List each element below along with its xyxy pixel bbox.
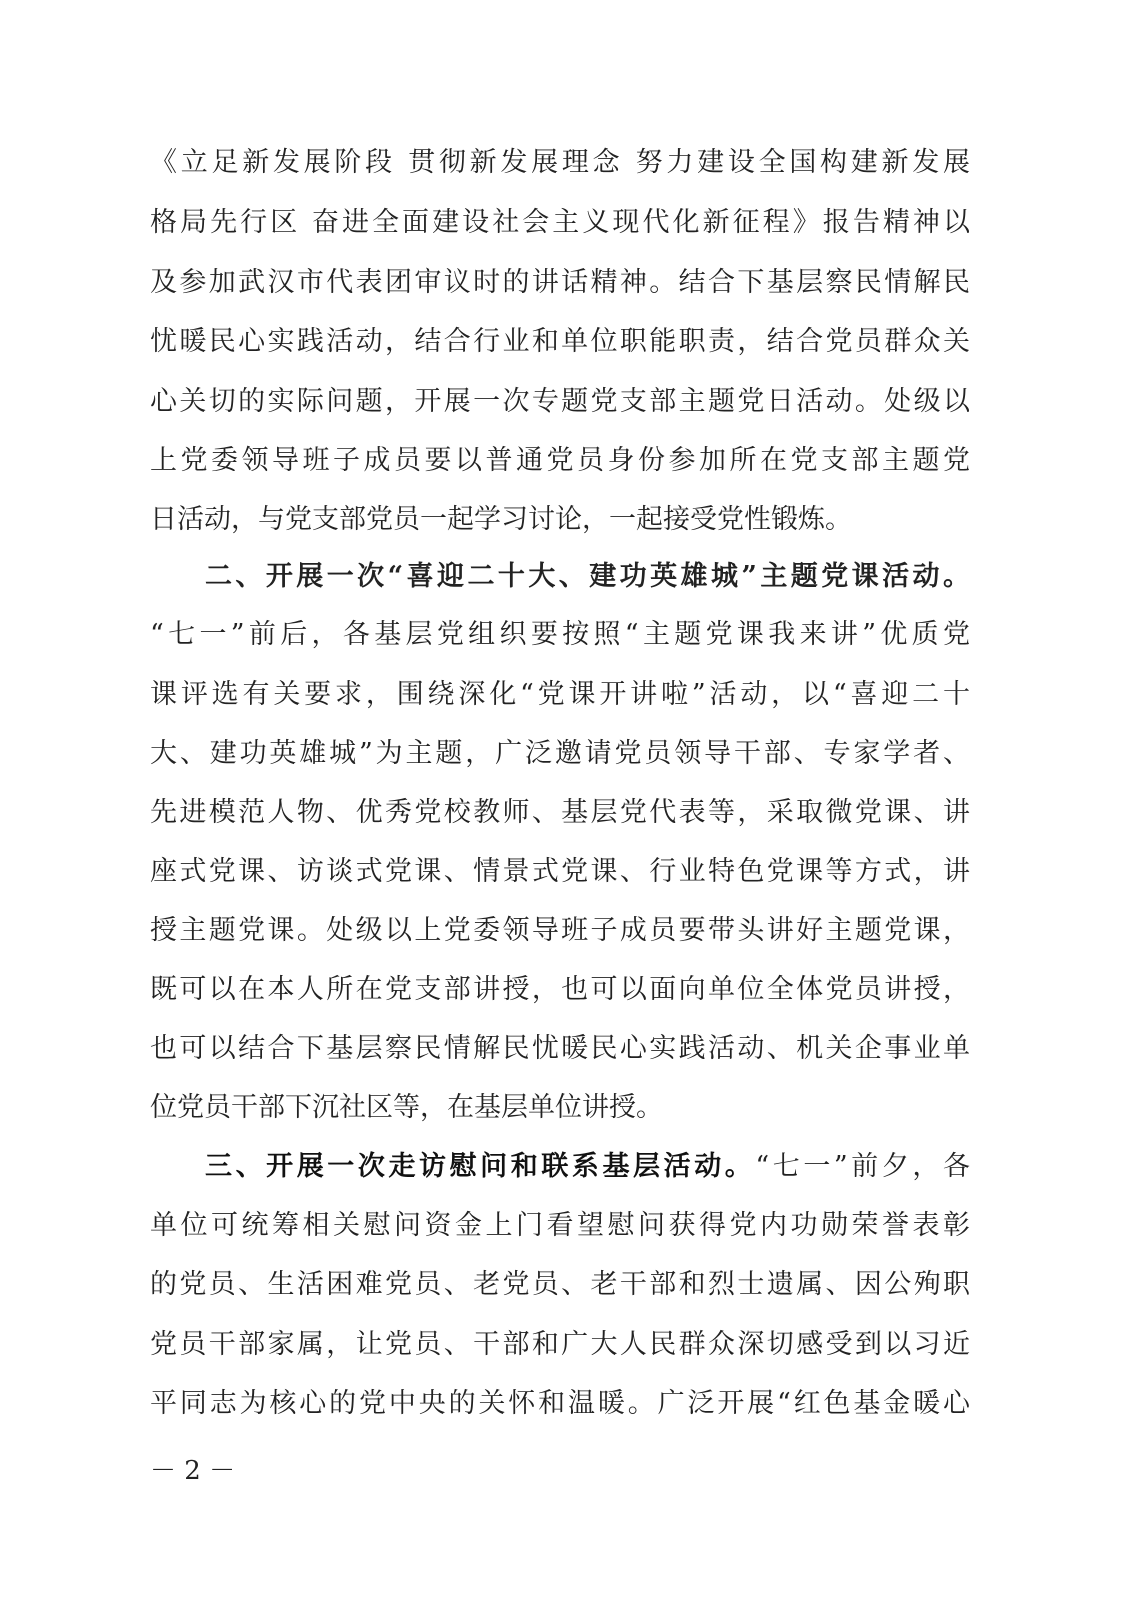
- paragraph-line: 上党委领导班子成员要以普通党员身份参加所在党支部主题党: [150, 445, 970, 476]
- paragraph-line: 心关切的实际问题，开展一次专题党支部主题党日活动。处级以: [150, 386, 970, 417]
- page-number: － 2 －: [150, 1456, 236, 1486]
- paragraph-line: 格局先行区 奋进全面建设社会主义现代化新征程》报告精神以: [150, 207, 970, 238]
- paragraph-line: 大、建功英雄城”为主题，广泛邀请党员领导干部、专家学者、: [150, 738, 970, 769]
- paragraph-line: 位党员干部下沉社区等，在基层单位讲授。: [150, 1092, 663, 1123]
- paragraph-line: 忧暖民心实践活动，结合行业和单位职能职责，结合党员群众关: [150, 326, 970, 357]
- paragraph-line: 及参加武汉市代表团审议时的讲话精神。结合下基层察民情解民: [150, 267, 970, 298]
- section-heading-2: 二、开展一次“喜迎二十大、建功英雄城”主题党课活动。: [205, 561, 970, 592]
- paragraph-line: 座式党课、访谈式党课、情景式党课、行业特色党课等方式，讲: [150, 856, 970, 887]
- paragraph-line: 党员干部家属，让党员、干部和广大人民群众深切感受到以习近: [150, 1329, 970, 1360]
- section-heading-3-line: [205, 1147, 970, 1187]
- paragraph-line: 授主题党课。处级以上党委领导班子成员要带头讲好主题党课，: [150, 915, 970, 946]
- paragraph-line: 日活动，与党支部党员一起学习讨论，一起接受党性锻炼。: [150, 504, 852, 535]
- paragraph-line: 平同志为核心的党中央的关怀和温暖。广泛开展“红色基金暖心: [150, 1388, 970, 1419]
- paragraph-line: “七一”前后，各基层党组织要按照“主题党课我来讲”优质党: [150, 619, 970, 650]
- paragraph-line: 先进模范人物、优秀党校教师、基层党代表等，采取微党课、讲: [150, 797, 970, 828]
- paragraph-line: 既可以在本人所在党支部讲授，也可以面向单位全体党员讲授，: [150, 974, 970, 1005]
- section-heading-3: 三、开展一次走访慰问和联系基层活动。: [205, 1151, 756, 1182]
- paragraph-line: 单位可统筹相关慰问资金上门看望慰问获得党内功勋荣誉表彰: [150, 1210, 970, 1241]
- section-heading-3-tail: “七一”前夕，各: [755, 1151, 971, 1182]
- paragraph-line: 课评选有关要求，围绕深化“党课开讲啦”活动，以“喜迎二十: [150, 679, 970, 710]
- paragraph-line: 《立足新发展阶段 贯彻新发展理念 努力建设全国构建新发展: [150, 147, 970, 178]
- paragraph-line: 也可以结合下基层察民情解民忧暖民心实践活动、机关企事业单: [150, 1033, 970, 1064]
- paragraph-line: 的党员、生活困难党员、老党员、老干部和烈士遗属、因公殉职: [150, 1269, 970, 1300]
